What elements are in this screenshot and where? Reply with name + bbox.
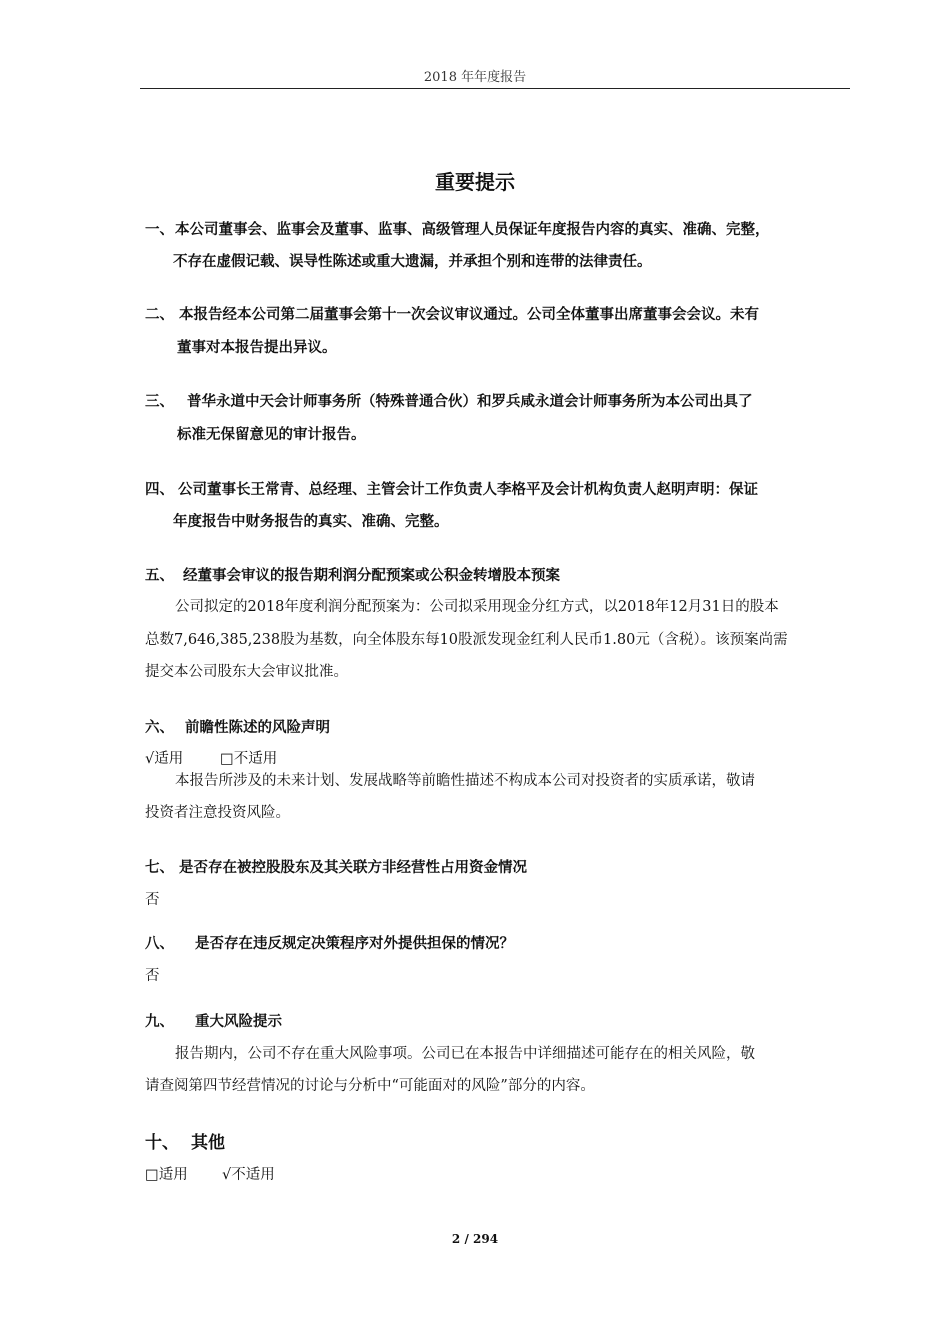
header-rule — [140, 88, 850, 89]
section-10-heading: 其他 — [191, 1133, 225, 1153]
section-8-number: 八、 — [145, 936, 174, 952]
section-8-answer: 否 — [145, 968, 160, 984]
section-7-answer: 否 — [145, 892, 160, 908]
section-5-paragraph-line-3: 提交本公司股东大会审议批准。 — [145, 664, 348, 680]
section-5-heading: 经董事会审议的报告期利润分配预案或公积金转增股本预案 — [183, 568, 560, 584]
section-6-paragraph-line-1: 本报告所涉及的未来计划、发展战略等前瞻性描述不构成本公司对投资者的实质承诺，敬请 — [175, 773, 755, 789]
section-4-number: 四、 — [145, 482, 174, 498]
section-10-check-not-applicable: √不适用 — [222, 1167, 275, 1183]
section-1-line-1: 本公司董事会、监事会及董事、监事、高级管理人员保证年度报告内容的真实、准确、完整， — [175, 222, 770, 238]
section-5-paragraph-line-1: 公司拟定的2018年度利润分配预案为：公司拟采用现金分红方式，以2018年12月31日的股本 — [175, 599, 779, 615]
section-10-check-applicable: □适用 — [145, 1167, 188, 1183]
section-9-paragraph-line-1: 报告期内，公司不存在重大风险事项。公司已在本报告中详细描述可能存在的相关风险，敬 — [175, 1046, 755, 1062]
page-header: 2018 年年度报告 — [423, 70, 527, 85]
section-9-paragraph-line-2: 请查阅第四节经营情况的讨论与分析中“可能面对的风险”部分的内容。 — [145, 1078, 595, 1094]
section-1-number: 一、 — [145, 222, 174, 238]
section-3-number: 三、 — [145, 394, 174, 410]
section-8-heading: 是否存在违反规定决策程序对外提供担保的情况？ — [195, 936, 514, 952]
section-1-line-2: 不存在虚假记载、误导性陈述或重大遗漏，并承担个别和连带的法律责任。 — [173, 254, 652, 270]
section-4-line-2: 年度报告中财务报告的真实、准确、完整。 — [173, 514, 449, 530]
section-6-paragraph-line-2: 投资者注意投资风险。 — [145, 805, 290, 821]
section-2-number: 二、 — [145, 307, 174, 323]
section-6-number: 六、 — [145, 720, 174, 736]
section-6-heading: 前瞻性陈述的风险声明 — [185, 720, 330, 736]
section-2-line-2: 董事对本报告提出异议。 — [177, 340, 337, 356]
section-6-check-not-applicable: □不适用 — [220, 751, 278, 767]
section-9-number: 九、 — [145, 1014, 174, 1030]
section-3-line-1: 普华永道中天会计师事务所（特殊普通合伙）和罗兵咸永道会计师事务所为本公司出具了 — [187, 394, 753, 410]
section-6-check-applicable: √适用 — [145, 751, 184, 767]
section-7-heading: 是否存在被控股股东及其关联方非经营性占用资金情况 — [179, 860, 527, 876]
section-7-number: 七、 — [145, 860, 174, 876]
section-2-line-1: 本报告经本公司第二届董事会第十一次会议审议通过。公司全体董事出席董事会会议。未有 — [179, 307, 759, 323]
section-10-number: 十、 — [145, 1133, 179, 1153]
section-5-paragraph-line-2: 总数7,646,385,238股为基数，向全体股东每10股派发现金红利人民币1.80元（含税）。该预案尚需 — [145, 632, 788, 648]
section-5-number: 五、 — [145, 568, 174, 584]
section-3-line-2: 标准无保留意见的审计报告。 — [177, 427, 366, 443]
section-4-line-1: 公司董事长王常青、总经理、主管会计工作负责人李格平及会计机构负责人赵明声明：保证 — [178, 482, 758, 498]
page-title: 重要提示 — [435, 170, 515, 194]
page-number: 2 / 294 — [451, 1232, 499, 1246]
section-9-heading: 重大风险提示 — [195, 1014, 282, 1030]
